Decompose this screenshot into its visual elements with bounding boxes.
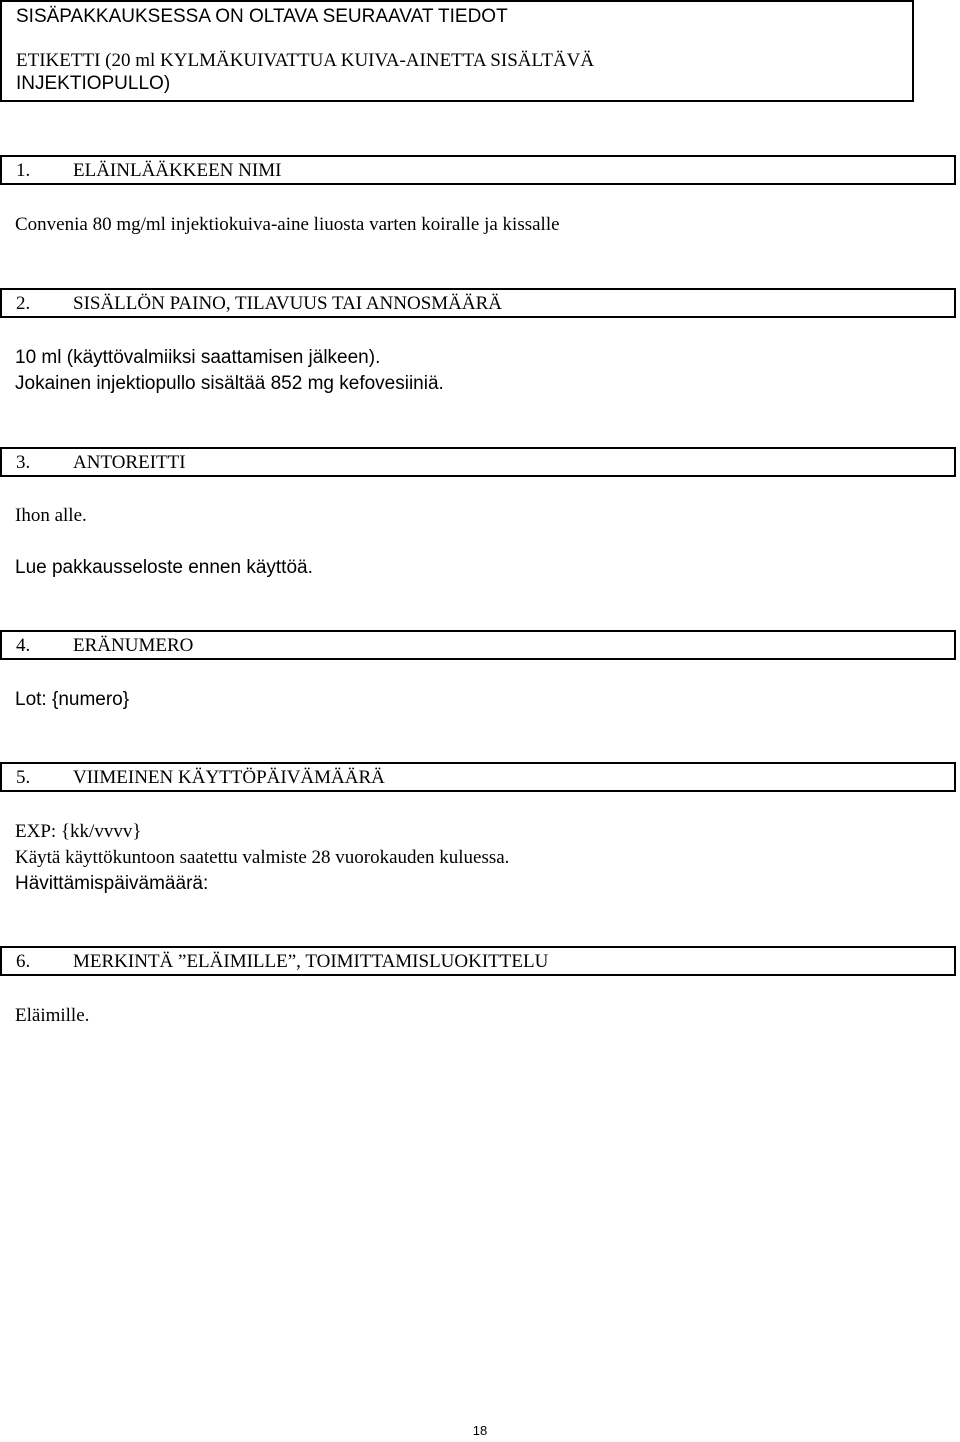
- section-2-title: SISÄLLÖN PAINO, TILAVUUS TAI ANNOSMÄÄRÄ: [73, 293, 503, 314]
- section-3-title: ANTOREITTI: [73, 452, 186, 473]
- label-description-line-1: ETIKETTI (20 ml KYLMÄKUIVATTUA KUIVA-AINETTA SISÄLTÄVÄ: [16, 50, 595, 71]
- section-4-line-1: Lot: {numero}: [15, 689, 130, 710]
- section-6-title: MERKINTÄ ”ELÄIMILLE”, TOIMITTAMISLUOKITTELU: [73, 951, 549, 972]
- section-2-number: 2.: [16, 293, 31, 314]
- page-number: 18: [472, 1423, 488, 1438]
- section-5-heading: [0, 762, 956, 792]
- section-5-line-3: Hävittämispäivämäärä:: [15, 873, 209, 894]
- section-1-title: ELÄINLÄÄKKEEN NIMI: [73, 160, 282, 181]
- section-2-line-2: Jokainen injektiopullo sisältää 852 mg kefovesiiniä.: [15, 373, 444, 394]
- section-5-line-1: EXP: {kk/vvvv}: [15, 821, 142, 842]
- header-title: SISÄPAKKAUKSESSA ON OLTAVA SEURAAVAT TIEDOT: [16, 6, 508, 27]
- section-1-line-1: Convenia 80 mg/ml injektiokuiva-aine liuosta varten koiralle ja kissalle: [15, 214, 560, 235]
- section-6-number: 6.: [16, 951, 31, 972]
- section-6-heading: [0, 946, 956, 976]
- section-2-line-1: 10 ml (käyttövalmiiksi saattamisen jälkeen).: [15, 347, 381, 368]
- header-box: [0, 0, 914, 102]
- section-4-heading: [0, 630, 956, 660]
- section-2-heading: [0, 288, 956, 318]
- section-1-number: 1.: [16, 160, 31, 181]
- section-3-line-1: Ihon alle.: [15, 505, 87, 526]
- section-5-line-2: Käytä käyttökuntoon saatettu valmiste 28 vuorokauden kuluessa.: [15, 847, 510, 868]
- section-5-number: 5.: [16, 767, 31, 788]
- section-4-number: 4.: [16, 635, 31, 656]
- section-4-title: ERÄNUMERO: [73, 635, 194, 656]
- section-5-title: VIIMEINEN KÄYTTÖPÄIVÄMÄÄRÄ: [73, 767, 385, 788]
- section-6-line-1: Eläimille.: [15, 1005, 90, 1026]
- section-1-heading: [0, 155, 956, 185]
- section-3-line-2: Lue pakkausseloste ennen käyttöä.: [15, 557, 313, 578]
- label-description-line-2: INJEKTIOPULLO): [16, 73, 171, 94]
- section-3-heading: [0, 447, 956, 477]
- section-3-number: 3.: [16, 452, 31, 473]
